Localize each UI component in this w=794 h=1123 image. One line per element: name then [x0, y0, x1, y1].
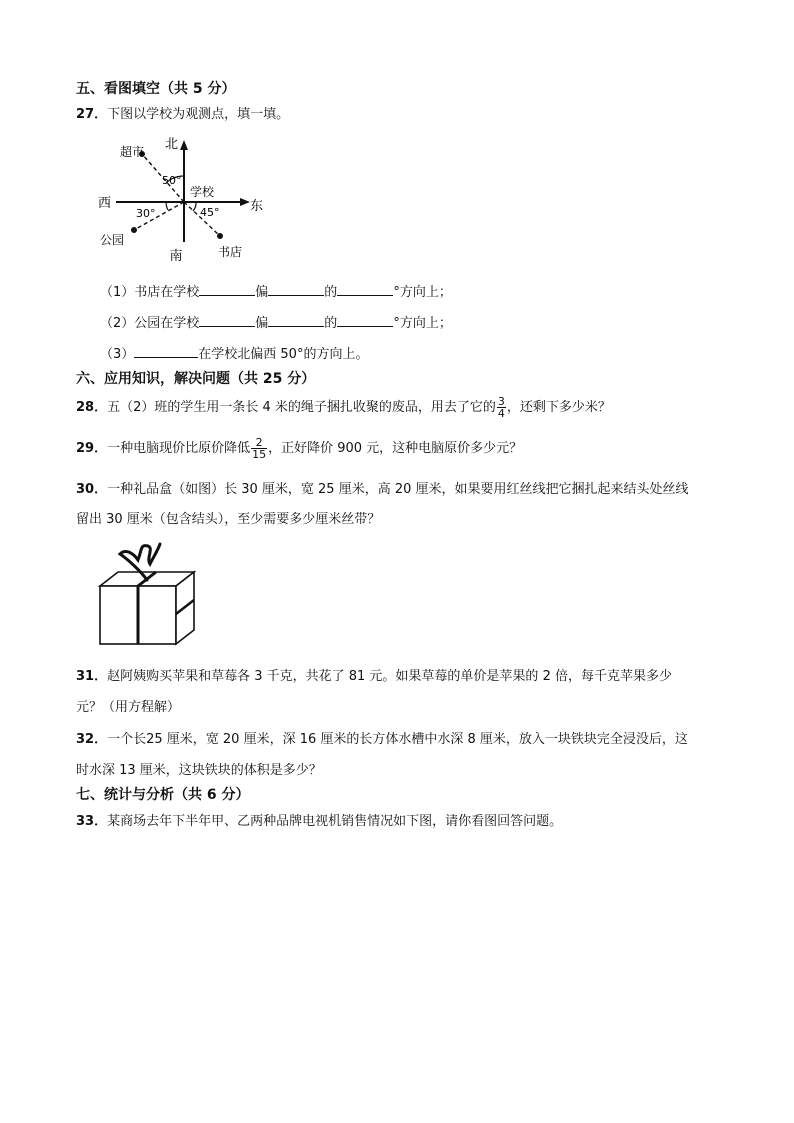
sub1-de: 的 — [324, 285, 338, 300]
east-label: 东 — [250, 199, 264, 214]
q32-line1 — [76, 728, 688, 747]
q28-fraction — [497, 396, 506, 419]
sub1-prefix: （1）书店在学校 — [100, 285, 200, 300]
q28-frac-num: 3 — [497, 395, 505, 408]
north-label: 北 — [164, 137, 178, 152]
section6-heading: 六、应用知识，解决问题（共 25 分） — [76, 371, 316, 387]
q31-line1 — [76, 665, 672, 684]
q28-text-a: 五（2）班的学生用一条长 4 米的绳子捆扎收聚的废品，用去了它的 — [107, 400, 496, 415]
sub2-blank-2[interactable] — [268, 314, 324, 327]
angle-45-label: 45° — [200, 206, 220, 219]
q29-frac-num: 2 — [251, 437, 267, 449]
sub2-blank-1[interactable] — [199, 314, 255, 327]
q29-frac-den: 15 — [252, 448, 267, 461]
q29-text-b: ，正好降价 900 元，这种电脑原价多少元？ — [268, 441, 523, 456]
q32-line2: 时水深 13 厘米，这块铁块的体积是多少？ — [76, 763, 322, 778]
gift-box-image — [96, 540, 204, 648]
q27-sub2 — [100, 312, 452, 331]
section5-heading: 五、看图填空（共 5 分） — [76, 81, 236, 97]
q28-frac-den: 4 — [497, 407, 505, 420]
sub1-suffix: °方向上； — [393, 285, 452, 300]
arc-45 — [193, 202, 196, 211]
school-label: 学校 — [190, 185, 215, 199]
section7-heading: 七、统计与分析（共 6 分） — [76, 787, 250, 803]
q29 — [76, 436, 522, 462]
park-dot — [131, 227, 137, 233]
q30-line1 — [76, 478, 689, 497]
park-label: 公园 — [100, 233, 125, 247]
q32-number: 32． — [76, 732, 108, 747]
q27-text: 下图以学校为观测点，填一填。 — [107, 107, 290, 122]
q33-text: 某商场去年下半年甲、乙两种品牌电视机销售情况如下图，请你看图回答问题。 — [107, 814, 563, 829]
south-label: 南 — [169, 249, 183, 264]
q30-text-1: 一种礼品盒（如图）长 30 厘米，宽 25 厘米，高 20 厘米，如果要用红丝线把它捆扎起来结头处丝线 — [107, 482, 689, 497]
sub2-de: 的 — [324, 316, 338, 331]
sub3-suffix: 在学校北偏西 50°的方向上。 — [198, 347, 369, 362]
sub1-blank-2[interactable] — [268, 283, 324, 296]
sub1-pian: 偏 — [255, 285, 269, 300]
q30-line2: 留出 30 厘米（包含结头），至少需要多少厘米丝带？ — [76, 512, 381, 527]
angle-30-label: 30° — [136, 207, 156, 220]
q27-sub3 — [100, 343, 368, 362]
q33 — [76, 810, 562, 829]
q27-number: 27． — [76, 107, 108, 122]
supermarket-label: 超市 — [120, 145, 145, 159]
q30-number: 30． — [76, 482, 108, 497]
arc-30 — [166, 202, 168, 210]
direction-diagram — [96, 134, 276, 264]
north-arrow-icon — [180, 140, 188, 150]
sub3-blank[interactable] — [134, 345, 198, 358]
q29-text-a: 一种电脑现价比原价降低 — [107, 441, 251, 456]
q27-sub1 — [100, 281, 452, 300]
bookstore-dot — [217, 233, 223, 239]
q33-number: 33． — [76, 814, 108, 829]
east-arrow-icon — [240, 198, 250, 206]
q31-text-1: 赵阿姨购买苹果和草莓各 3 千克，共花了 81 元。如果草莓的单价是苹果的 2 倍，每千克苹果多少 — [107, 669, 672, 684]
q31-line2: 元？（用方程解） — [76, 700, 181, 715]
sub1-blank-1[interactable] — [199, 283, 255, 296]
q28-number: 28． — [76, 400, 108, 415]
q31-number: 31． — [76, 669, 108, 684]
sub2-pian: 偏 — [255, 316, 269, 331]
sub1-blank-3[interactable] — [337, 283, 393, 296]
q28-text-b: ，还剩下多少米？ — [506, 400, 611, 415]
q32-text-1: 一个长25 厘米，宽 20 厘米，深 16 厘米的长方体水槽中水深 8 厘米，放入一块铁块完全浸没后，这 — [107, 732, 688, 747]
sub2-suffix: °方向上； — [393, 316, 452, 331]
q29-number: 29． — [76, 441, 108, 456]
q29-fraction — [251, 437, 267, 460]
q28 — [76, 395, 611, 421]
sub3-prefix: （3） — [100, 347, 135, 362]
west-label: 西 — [98, 196, 112, 211]
bookstore-label: 书店 — [218, 245, 243, 259]
sub2-blank-3[interactable] — [337, 314, 393, 327]
sub2-prefix: （2）公园在学校 — [100, 316, 200, 331]
q27 — [76, 103, 289, 122]
angle-50-label: 50° — [162, 174, 182, 187]
